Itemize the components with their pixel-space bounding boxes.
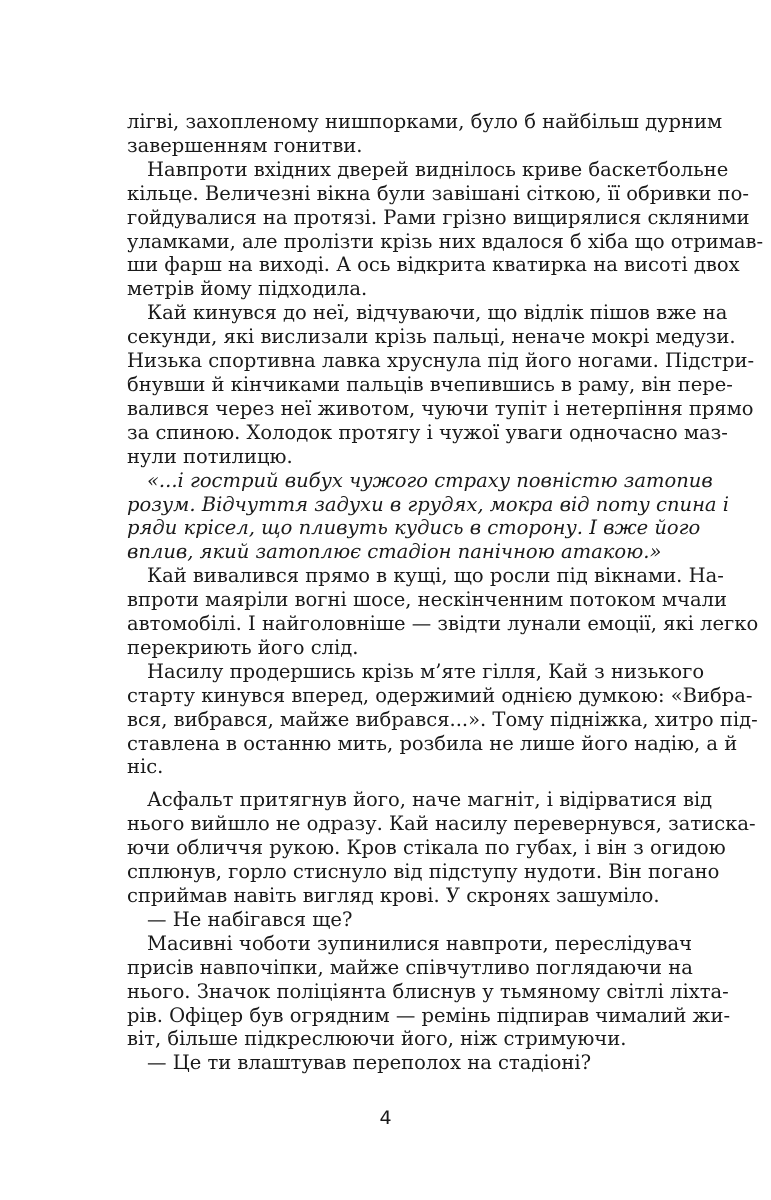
text-line: «...і гострий вибух чужого страху повністю затопив — [147, 468, 713, 492]
paragraph-gap — [127, 779, 692, 788]
text-line: сплюнув, горло стиснуло від підступу нудоти. Він погано — [127, 860, 720, 884]
text-line: розум. Відчуття задухи в грудях, мокра від поту спина і — [127, 492, 729, 516]
text-line: секунди, які вислизали крізь пальці, неначе мокрі медузи. — [127, 325, 736, 349]
text-line: віт, більше підкреслюючи його, ніж стримуючи. — [127, 1027, 627, 1051]
text-line: старту кинувся вперед, одержимий однією думкою: «Вибра- — [127, 683, 753, 707]
paragraph — [127, 1051, 692, 1075]
quote-paragraph — [127, 468, 729, 565]
text-line: нього вийшло не одразу. Кай насилу перевернувся, затиска- — [127, 812, 756, 836]
text-line: рів. Офіцер був огрядним — ремінь підпирав чималий жи- — [127, 1003, 731, 1027]
text-line: Кай вивалився прямо в кущі, що росли під вікнами. На- — [147, 564, 724, 588]
text-line: кільце. Величезні вікна були завішані сіткою, її обривки по- — [127, 181, 749, 205]
paragraph — [127, 908, 692, 932]
text-line: бнувши й кінчиками пальців вчепившись в раму, він пере- — [127, 372, 733, 396]
paragraph — [127, 110, 723, 158]
text-line: Кай кинувся до неї, відчуваючи, що відлік пішов вже на — [147, 301, 728, 325]
text-line: Масивні чоботи зупинилися навпроти, переслідувач — [147, 931, 693, 955]
body-text — [127, 110, 764, 1075]
text-line: впроти маяріли вогні шосе, нескінченним потоком мчали — [127, 588, 727, 612]
text-line: Асфальт притягнув його, наче магніт, і відірватися від — [147, 788, 713, 812]
paragraph — [127, 659, 758, 780]
text-line: Навпроти вхідних дверей виднілось криве баскетбольне — [147, 157, 729, 181]
text-line: за спиною. Холодок протягу і чужої уваги одночасно маз- — [127, 420, 728, 444]
text-line: лігві, захопленому нишпорками, було б найбільш дурним — [127, 110, 723, 133]
text-line: автомобілі. І найголовніше — звідти лунали емоції, які легко — [127, 612, 759, 636]
text-line: уламками, але пролізти крізь них вдалося б хіба що отримав- — [127, 229, 764, 253]
text-line: ючи обличчя рукою. Кров стікала по губах, і він з огидою — [127, 836, 726, 860]
text-line: ряди крісел, що пливуть кудись в сторону. І вже його — [127, 516, 701, 540]
paragraph — [127, 564, 759, 660]
text-line: Низька спортивна лавка хруснула під його ногами. Підстри- — [127, 349, 755, 373]
text-line: ставлена в останню мить, розбила не лише його надію, а й — [127, 731, 738, 755]
text-line: вся, вибрався, майже вибрався...». Тому підніжка, хитро під- — [127, 707, 758, 731]
text-line: перекриють його слід. — [127, 635, 359, 659]
text-line: — Не набігався ще? — [147, 907, 353, 931]
page-number: 4 — [379, 1107, 392, 1129]
text-line: сприймав навіть вигляд крові. У скронях зашуміло. — [127, 884, 660, 907]
text-line: завершенням гонитви. — [127, 133, 363, 157]
text-line: — Це ти влаштував переполох на стадіоні? — [147, 1051, 592, 1075]
text-line: присів навпочіпки, майже співчутливо поглядаючи на — [127, 955, 693, 979]
paragraph — [127, 157, 764, 301]
paragraph — [127, 788, 756, 908]
text-line: валився через неї животом, чуючи тупіт і нетерпіння прямо — [127, 396, 754, 420]
text-line: гойдувалися на протязі. Рами грізно вищирялися скляними — [127, 205, 750, 229]
text-line: Насилу продершись крізь м’яте гілля, Кай з низького — [147, 659, 705, 683]
text-line: ніс. — [127, 755, 164, 779]
text-line: нього. Значок поліціянта блиснув у тьмяному світлі ліхта- — [127, 979, 729, 1003]
paragraph — [127, 931, 731, 1052]
text-line: нули потилицю. — [127, 444, 293, 468]
text-line: ши фарш на виході. А ось відкрита кватирка на висоті двох — [127, 253, 740, 277]
paragraph — [127, 301, 755, 468]
text-line: вплив, який затоплює стадіон панічною атакою.» — [127, 540, 662, 564]
text-line: метрів йому підходила. — [127, 277, 368, 301]
